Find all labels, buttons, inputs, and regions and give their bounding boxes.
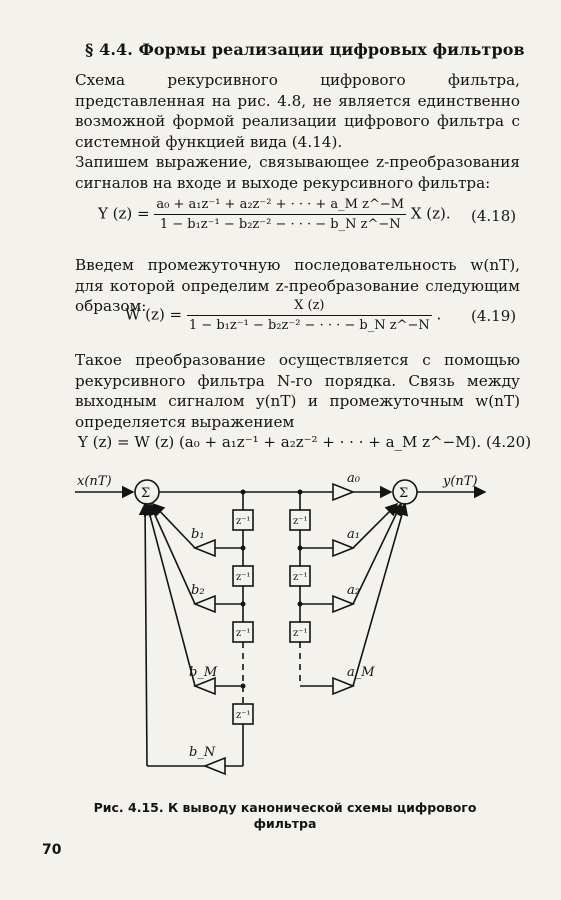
eq419-number: (4.19) <box>471 307 517 325</box>
delay-label-3: z⁻¹ <box>236 628 251 639</box>
equation-4-20 <box>78 433 531 451</box>
paragraph-2: Запишем выражение, связывающее z-преобразования сигналов на входе и выходе рекурсивного фильтра: <box>75 153 520 192</box>
eq418-number: (4.18) <box>471 207 517 225</box>
caption-line-1: Рис. 4.15. К выводу канонической схемы цифрового <box>93 800 477 815</box>
caption-line-2: фильтра <box>253 816 317 831</box>
eq420-number: (4.20) <box>485 433 532 451</box>
label-bM: b_M <box>189 665 218 680</box>
eq419-denominator: 1 − b₁z⁻¹ − b₂z⁻² − · · · − b_N z^−N <box>188 318 430 333</box>
diagram-output-label: y(nT) <box>443 474 478 489</box>
equation-4-19 <box>125 298 441 333</box>
delay-label-7: z⁻¹ <box>293 628 308 639</box>
label-a0: a₀ <box>347 471 360 486</box>
label-b2: b₂ <box>191 583 205 598</box>
eq419-numerator: X (z) <box>294 298 325 313</box>
eq418-fraction <box>154 197 406 232</box>
paragraph-3: Введем промежуточную последовательность w(nT), для которой определим z-преобразование следующим образом: <box>75 256 520 316</box>
label-b1: b₁ <box>191 527 205 542</box>
figure-caption <box>70 800 500 832</box>
eq419-fraction <box>187 298 432 333</box>
delay-label-6: z⁻¹ <box>293 572 308 583</box>
paragraph-1: Схема рекурсивного цифрового фильтра, представленная на рис. 4.8, не является единственно возможной формой реализации цифрового фильтра с системной функцией вида (4.14). <box>75 71 520 151</box>
label-bN: b_N <box>189 745 216 760</box>
delay-label-4: z⁻¹ <box>236 710 251 721</box>
eq418-numerator: a₀ + a₁z⁻¹ + a₂z⁻² + · · · + a_M z^−M <box>156 197 405 212</box>
delay-label-5: z⁻¹ <box>293 516 308 527</box>
left-sum-symbol: Σ <box>141 486 151 501</box>
delay-label-2: z⁻¹ <box>236 572 251 583</box>
canonical-filter-diagram <box>75 468 515 798</box>
label-aM: a_M <box>347 665 375 680</box>
delay-label-1: z⁻¹ <box>236 516 251 527</box>
equation-4-18 <box>98 197 451 232</box>
paragraph-4: Такое преобразование осуществляется с помощью рекурсивного фильтра N-го порядка. Связь между выходным сигналом y(nT) и промежуточным w(nT) определяется выражением <box>75 351 520 431</box>
eq418-rhs: X (z). <box>410 204 451 223</box>
right-sum-symbol: Σ <box>399 486 409 501</box>
diagram-input-label: x(nT) <box>77 474 112 489</box>
eq418-lhs: Y (z) = <box>98 204 150 223</box>
eq420-text: Y (z) = W (z) (a₀ + a₁z⁻¹ + a₂z⁻² + · · · + a_M z^−M). <box>78 433 482 451</box>
a0-amplifier <box>333 484 353 500</box>
eq419-lhs: W (z) = <box>125 305 183 324</box>
label-a2: a₂ <box>347 583 360 598</box>
page-number: 70 <box>42 842 62 858</box>
eq419-rhs: . <box>436 305 442 324</box>
section-title: § 4.4. Формы реализации цифровых фильтров <box>85 40 525 59</box>
eq418-denominator: 1 − b₁z⁻¹ − b₂z⁻² − · · · − b_N z^−N <box>159 217 401 232</box>
label-a1: a₁ <box>347 527 360 542</box>
